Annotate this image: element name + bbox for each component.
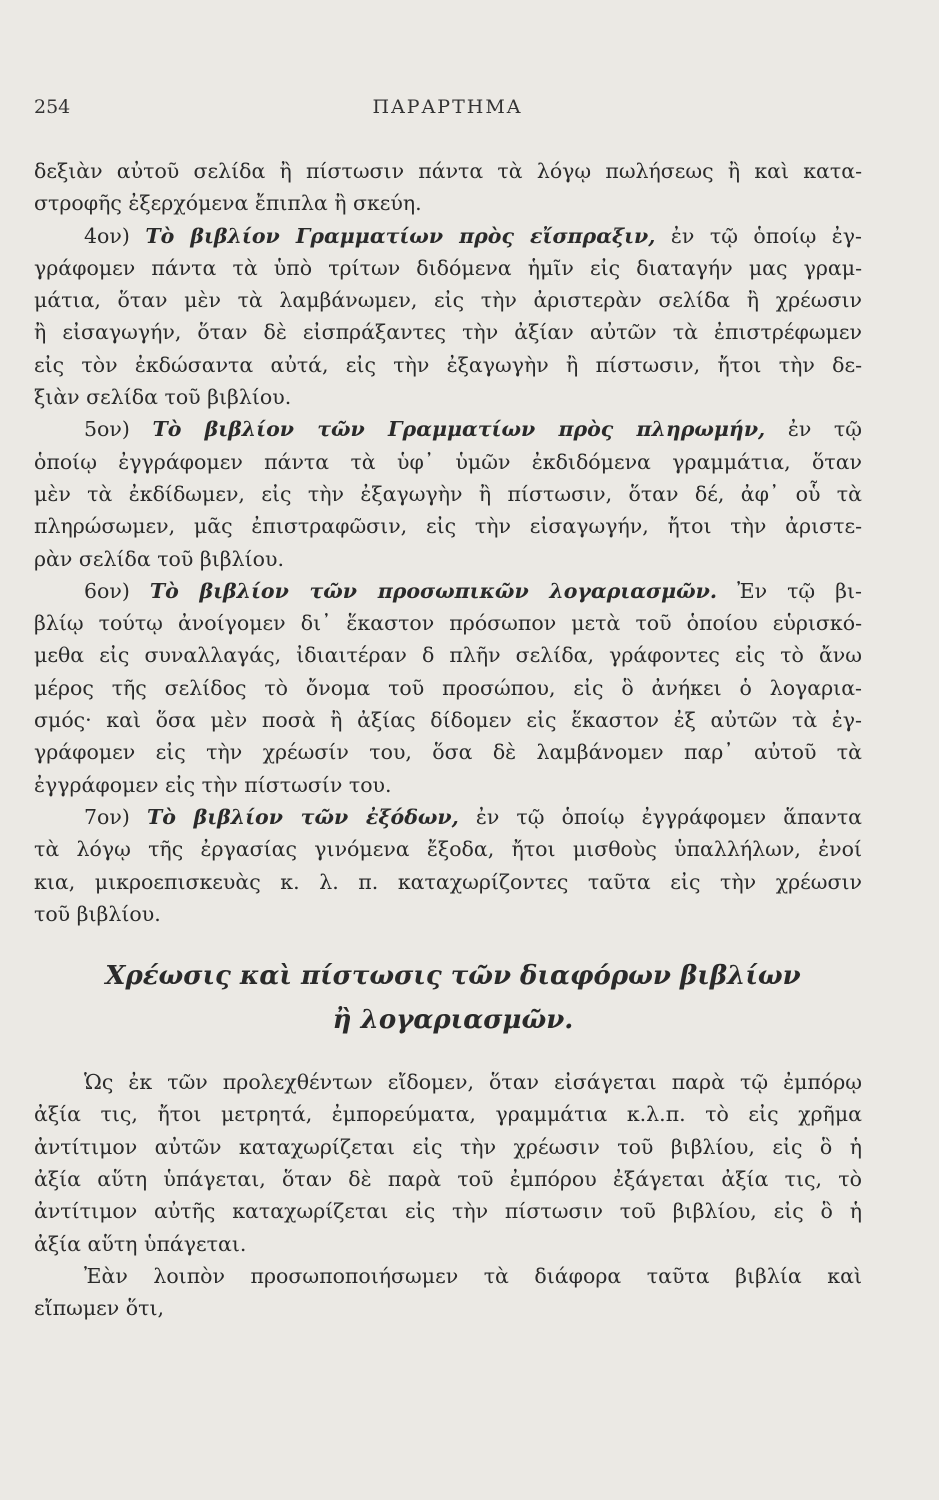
text-line: ἢ εἰσαγωγήν, ὅταν δὲ εἰσπράξαντες τὴν ἀξίαν αὐτῶν τὰ ἐπιστρέφωμεν	[34, 320, 862, 345]
text-line: ἐγγράφομεν εἰς τὴν πίστωσίν του.	[34, 772, 392, 797]
text-line: ἀντίτιμον αὐτῶν καταχωρίζεται εἰς τὴν χρέωσιν τοῦ βιβλίου, εἰς ὃ ἡ	[34, 1134, 862, 1159]
text-line	[34, 220, 862, 252]
book-title: Τὸ βιβλίον τῶν Γραμματίων πρὸς πληρωμήν,	[152, 417, 766, 442]
paragraph-8	[34, 1066, 862, 1260]
text-line	[34, 575, 862, 607]
item-number: 4ον)	[84, 223, 130, 248]
text-line	[34, 413, 862, 445]
page-header	[34, 96, 861, 126]
paragraph-continuation	[34, 155, 862, 220]
section-heading	[34, 954, 862, 1042]
line-rest: ἐν τῷ	[787, 417, 862, 442]
section-title-line: Χρέωσις καὶ πίστωσις τῶν διαφόρων βιβλίων	[105, 961, 801, 992]
paragraph-9	[34, 1260, 862, 1325]
line-rest: Ἐν τῷ βι-	[737, 578, 862, 603]
text-line: γράφομεν εἰς τὴν χρέωσίν του, ὅσα δὲ λαμβάνομεν παρ᾽ αὐτοῦ τὰ	[34, 740, 862, 765]
paragraph-5	[34, 413, 862, 574]
text-line: ξιὰν σελίδα τοῦ βιβλίου.	[34, 385, 292, 410]
paragraph-7	[34, 801, 862, 930]
text-line: τὰ λόγῳ τῆς ἐργασίας γινόμενα ἔξοδα, ἤτοι μισθοὺς ὑπαλλήλων, ἐνοί	[34, 837, 862, 862]
book-title: Τὸ βιβλίον τῶν ἐξόδων,	[146, 804, 459, 829]
paragraph-6	[34, 575, 862, 801]
text-line	[34, 801, 862, 833]
text-line: γράφομεν πάντα τὰ ὑπὸ τρίτων διδόμενα ἡμῖν εἰς διαταγήν μας γραμ-	[34, 255, 862, 280]
line-rest: ἐν τῷ ὁποίῳ ἐγ-	[670, 223, 862, 248]
item-number: 7ον)	[84, 804, 130, 829]
text-line: τοῦ βιβλίου.	[34, 901, 161, 926]
text-line: πληρώσωμεν, μᾶς ἐπιστραφῶσιν, εἰς τὴν εἰσαγωγήν, ἤτοι τὴν ἀριστε-	[34, 514, 862, 539]
text-line: στροφῆς ἐξερχόμενα ἔπιπλα ἢ σκεύη.	[34, 191, 422, 216]
text-line: ἀντίτιμον αὐτῆς καταχωρίζεται εἰς τὴν πίστωσιν τοῦ βιβλίου, εἰς ὃ ἡ	[34, 1199, 862, 1224]
page-body	[34, 155, 862, 1325]
text-line: Ὡς ἐκ τῶν προλεχθέντων εἴδομεν, ὅταν εἰσάγεται παρὰ τῷ ἐμπόρῳ	[84, 1070, 862, 1095]
text-line: ὁποίῳ ἐγγράφομεν πάντα τὰ ὑφ᾽ ὑμῶν ἐκδιδόμενα γραμμάτια, ὅταν	[34, 449, 862, 474]
text-line: εἴπωμεν ὅτι,	[34, 1296, 165, 1321]
book-title: Τὸ βιβλίον Γραμματίων πρὸς εἴσπραξιν,	[145, 223, 656, 248]
text-line: ἀξία αὕτη ὑπάγεται.	[34, 1231, 247, 1256]
text-line: δεξιὰν αὐτοῦ σελίδα ἢ πίστωσιν πάντα τὰ λόγῳ πωλήσεως ἢ καὶ κατα-	[34, 159, 862, 183]
text-line: μάτια, ὅταν μὲν τὰ λαμβάνωμεν, εἰς τὴν ἀριστερὰν σελίδα ἢ χρέωσιν	[34, 288, 862, 313]
page-number: 254	[34, 96, 71, 118]
section-title-line: ἢ λογαριασμῶν.	[332, 1005, 574, 1036]
text-line: εἰς τὸν ἐκδώσαντα αὐτά, εἰς τὴν ἐξαγωγὴν ἢ πίστωσιν, ἤτοι τὴν δε-	[34, 352, 862, 377]
running-head: ΠΑΡΑΡΤΗΜΑ	[372, 96, 523, 118]
text-line: σμός· καὶ ὅσα μὲν ποσὰ ἢ ἀξίας δίδομεν εἰς ἕκαστον ἐξ αὐτῶν τὰ ἐγ-	[34, 708, 862, 733]
text-line: μέρος τῆς σελίδος τὸ ὄνομα τοῦ προσώπου, εἰς ὃ ἀνήκει ὁ λογαρια-	[34, 675, 862, 700]
book-title: Τὸ βιβλίον τῶν προσωπικῶν λογαριασμῶν.	[149, 578, 718, 603]
text-line: μὲν τὰ ἐκδίδωμεν, εἰς τὴν ἐξαγωγὴν ἢ πίστωσιν, ὅταν δέ, ἀφ᾽ οὗ τὰ	[34, 481, 862, 506]
text-line: βλίῳ τούτῳ ἀνοίγομεν δι᾽ ἕκαστον πρόσωπον μετὰ τοῦ ὁποίου εὑρισκό-	[34, 611, 862, 636]
text-line: μεθα εἰς συναλλαγάς, ἰδιαιτέραν δ πλῆν σελίδα, γράφοντες εἰς τὸ ἄνω	[34, 643, 862, 668]
item-number: 6ον)	[84, 578, 130, 603]
text-line: κια, μικροεπισκευὰς κ. λ. π. καταχωρίζοντες ταῦτα εἰς τὴν χρέωσιν	[34, 869, 862, 894]
paragraph-4	[34, 220, 862, 414]
text-line: ρὰν σελίδα τοῦ βιβλίου.	[34, 546, 284, 571]
item-number: 5ον)	[84, 417, 130, 442]
line-rest: ἐν τῷ ὁποίῳ ἐγγράφομεν ἅπαντα	[475, 804, 862, 829]
text-line: Ἐὰν λοιπὸν προσωποποιήσωμεν τὰ διάφορα ταῦτα βιβλία καὶ	[84, 1263, 862, 1288]
text-line: ἀξία αὕτη ὑπάγεται, ὅταν δὲ παρὰ τοῦ ἐμπόρου ἐξάγεται ἀξία τις, τὸ	[34, 1167, 862, 1192]
text-line: ἀξία τις, ἤτοι μετρητά, ἐμπορεύματα, γραμμάτια κ.λ.π. τὸ εἰς χρῆμα	[34, 1102, 862, 1127]
